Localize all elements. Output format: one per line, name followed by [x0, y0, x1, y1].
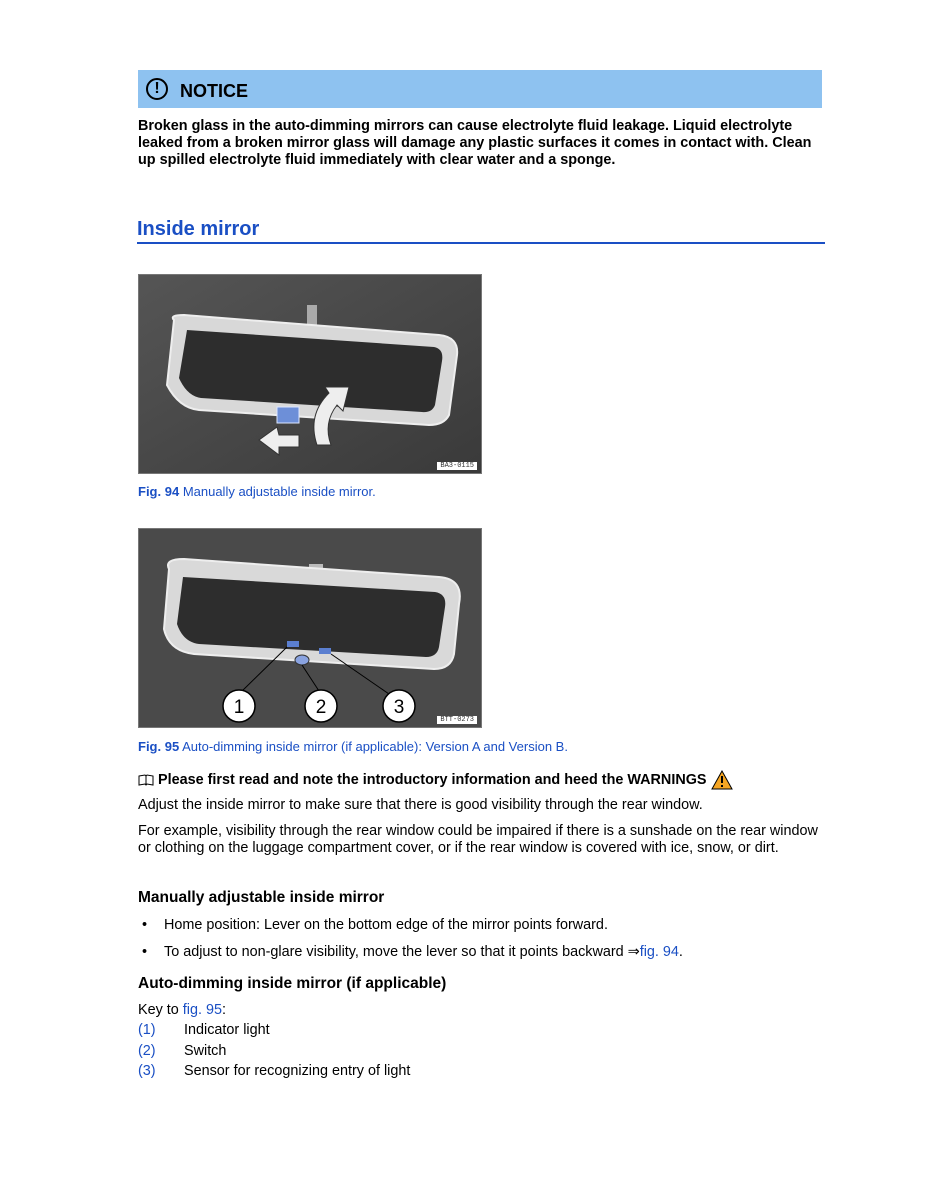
key-item — [138, 1043, 226, 1059]
read-first-text: Please first read and note the introductory information and heed the WARNINGS — [158, 772, 707, 788]
key-suffix: : — [222, 1002, 226, 1018]
figure-94-caption — [138, 484, 376, 499]
figure-label: Fig. 95 — [138, 739, 180, 754]
book-icon — [138, 774, 154, 786]
callout-1: 1 — [233, 697, 245, 718]
list-item-text: To adjust to non-glare visibility, move the lever so that it points backward ⇒ — [164, 944, 640, 960]
key-number[interactable]: (3) — [138, 1063, 156, 1079]
subheading: Manually adjustable inside mirror — [138, 889, 385, 906]
figure-caption-text: Auto-dimming inside mirror (if applicable): Version A and Version B. — [182, 739, 568, 754]
notice-body: Broken glass in the auto-dimming mirrors can cause electrolyte fluid leakage. Liquid electrolyte leaked from a broken mirror glass will damage any plastic surfaces it comes in contact with. Clean up spilled electrolyte fluid immediately with clear water and a sponge. — [138, 118, 812, 168]
figure-caption-text: Manually adjustable inside mirror. — [182, 484, 376, 499]
figure-code: BTT-0273 — [437, 716, 477, 724]
read-first-note — [138, 770, 733, 790]
key-text: Switch — [184, 1043, 227, 1059]
paragraph: Adjust the inside mirror to make sure that there is good visibility through the rear window. — [138, 797, 703, 813]
key-intro — [138, 1002, 226, 1018]
section-title: Inside mirror — [137, 218, 260, 240]
subheading: Auto-dimming inside mirror (if applicable) — [138, 975, 447, 992]
key-number[interactable]: (2) — [138, 1043, 156, 1059]
list-item: • To adjust to non-glare visibility, move the lever so that it points backward ⇒fig. 94. — [138, 944, 683, 960]
figure-95-caption — [138, 739, 568, 754]
key-text: Sensor for recognizing entry of light — [184, 1063, 411, 1079]
bullet-icon: • — [142, 917, 148, 933]
notice-title: NOTICE — [180, 80, 249, 101]
bullet-icon: • — [142, 944, 148, 960]
exclamation-icon: ! — [146, 78, 168, 100]
callout-2: 2 — [315, 697, 327, 718]
figure-95-image — [138, 528, 482, 728]
fig-95-link[interactable]: fig. 95 — [182, 1002, 222, 1018]
list-item — [138, 917, 608, 933]
paragraph: For example, visibility through the rear window could be impaired if there is a sunshade on the rear window or clothing on the luggage compartment cover, or if the rear window is covered with ice, snow, or dirt. — [138, 823, 818, 856]
fig-94-link[interactable]: fig. 94 — [639, 944, 679, 960]
callout-3: 3 — [393, 697, 405, 718]
figure-label: Fig. 94 — [138, 484, 180, 499]
key-text: Indicator light — [184, 1022, 270, 1038]
section-divider — [137, 242, 825, 244]
key-item — [138, 1022, 270, 1038]
list-item-text: Home position: Lever on the bottom edge of the mirror points forward. — [164, 917, 608, 933]
warning-icon[interactable] — [711, 770, 733, 790]
figure-94-image — [138, 274, 482, 474]
key-prefix: Key to — [138, 1002, 183, 1018]
notice-header — [138, 70, 822, 108]
key-item — [138, 1063, 410, 1079]
figure-code: BA3-0115 — [437, 462, 477, 470]
key-number[interactable]: (1) — [138, 1022, 156, 1038]
